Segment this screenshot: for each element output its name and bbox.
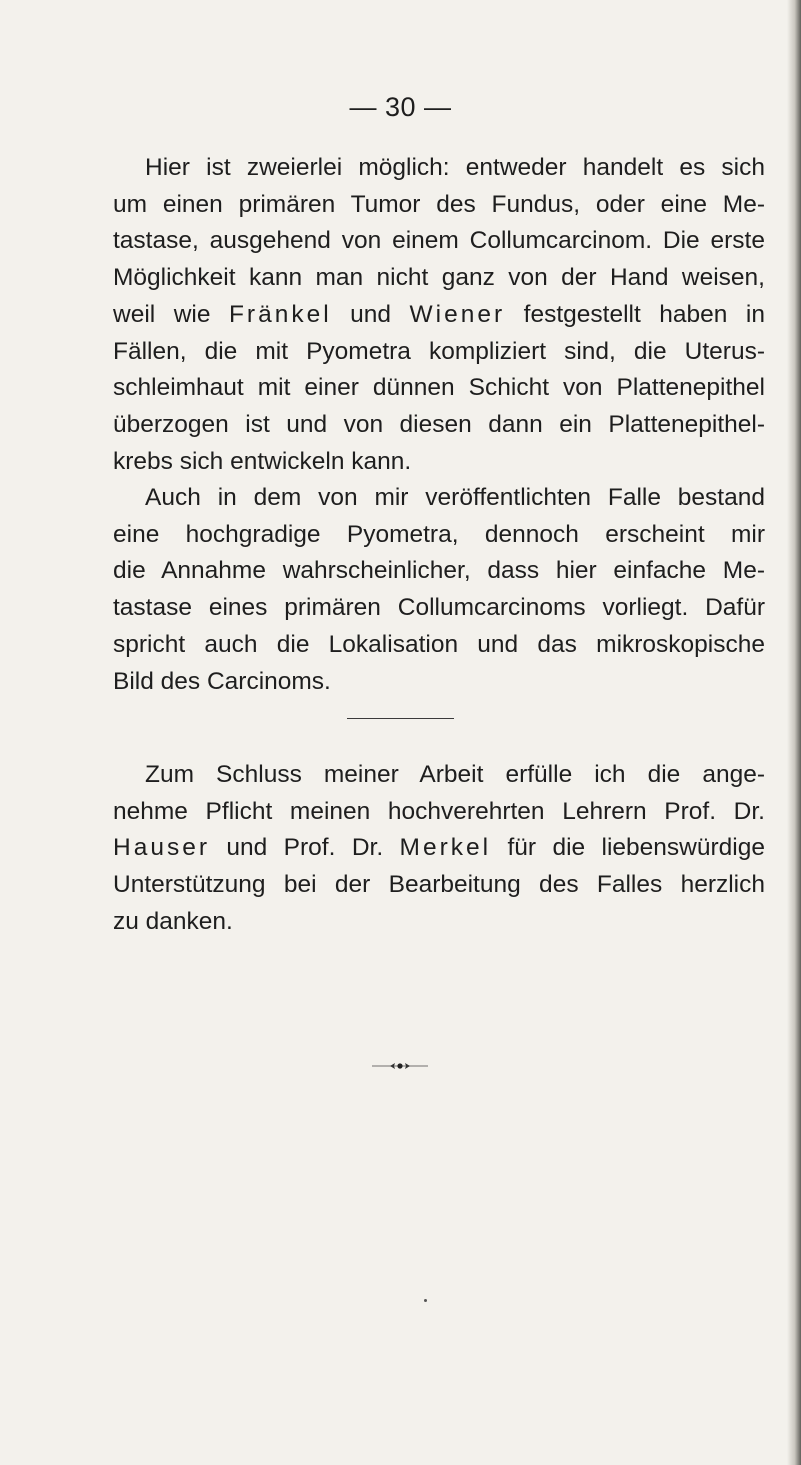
text-line: spricht auch die Lokalisation und das mikroskopische (113, 630, 765, 658)
text-line: Bild des Carcinoms. (113, 667, 331, 695)
text-line: die Annahme wahrscheinlicher, dass hier einfache Me- (113, 557, 765, 585)
text-line: Hier ist zweierlei möglich: entweder handelt es sich (145, 154, 765, 181)
text-line: Zum Schluss meiner Arbeit erfülle ich die ange- (145, 761, 765, 788)
text-line: schleimhaut mit einer dünnen Schicht von Plattenepithel (113, 374, 765, 402)
end-ornament-icon (370, 1060, 430, 1072)
text-fragment: weil wie (113, 300, 229, 328)
text-line: eine hochgradige Pyometra, dennoch erscheint mir (113, 520, 765, 548)
text-fragment: für die liebenswürdige (491, 834, 765, 862)
author-name-fraenkel: Fränkel (228, 300, 332, 328)
text-line: Möglichkeit kann man nicht ganz von der Hand weisen, (113, 264, 765, 292)
text-fragment: und (331, 300, 410, 328)
page-number: — 30 — (349, 92, 452, 122)
text-line: zu danken. (113, 907, 233, 935)
text-fragment: festgestellt haben in (505, 300, 765, 328)
text-line: Auch in dem von mir veröffentlichten Falle bestand (145, 484, 765, 511)
author-name-merkel: Merkel (399, 834, 492, 862)
paper-speck (424, 1299, 427, 1302)
text-line: nehme Pflicht meinen hochverehrten Lehrern Prof. Dr. (113, 797, 765, 825)
section-divider (347, 718, 454, 719)
text-line-with-names (113, 830, 765, 867)
text-line: um einen primären Tumor des Fundus, oder eine Me- (113, 190, 765, 218)
author-name-wiener: Wiener (409, 300, 506, 328)
text-line: Unterstützung bei der Bearbeitung des Falles herzlich (113, 871, 765, 899)
text-line: Fällen, die mit Pyometra kompliziert sind, die Uterus- (113, 337, 765, 365)
page-edge-shadow (787, 0, 801, 1465)
paragraph-2 (113, 480, 765, 700)
paragraph-1 (113, 150, 765, 480)
text-line: tastase, ausgehend von einem Collumcarcinom. Die erste (113, 227, 765, 255)
author-name-hauser: Hauser (113, 834, 210, 862)
text-line: tastase eines primären Collumcarcinoms vorliegt. Dafür (113, 594, 765, 622)
paragraph-acknowledgement (113, 757, 765, 941)
text-fragment: und Prof. Dr. (209, 834, 400, 862)
text-line: krebs sich entwickeln kann. (113, 447, 412, 475)
text-line: überzogen ist und von diesen dann ein Plattenepithel- (113, 410, 765, 438)
text-line-with-names (113, 297, 765, 334)
